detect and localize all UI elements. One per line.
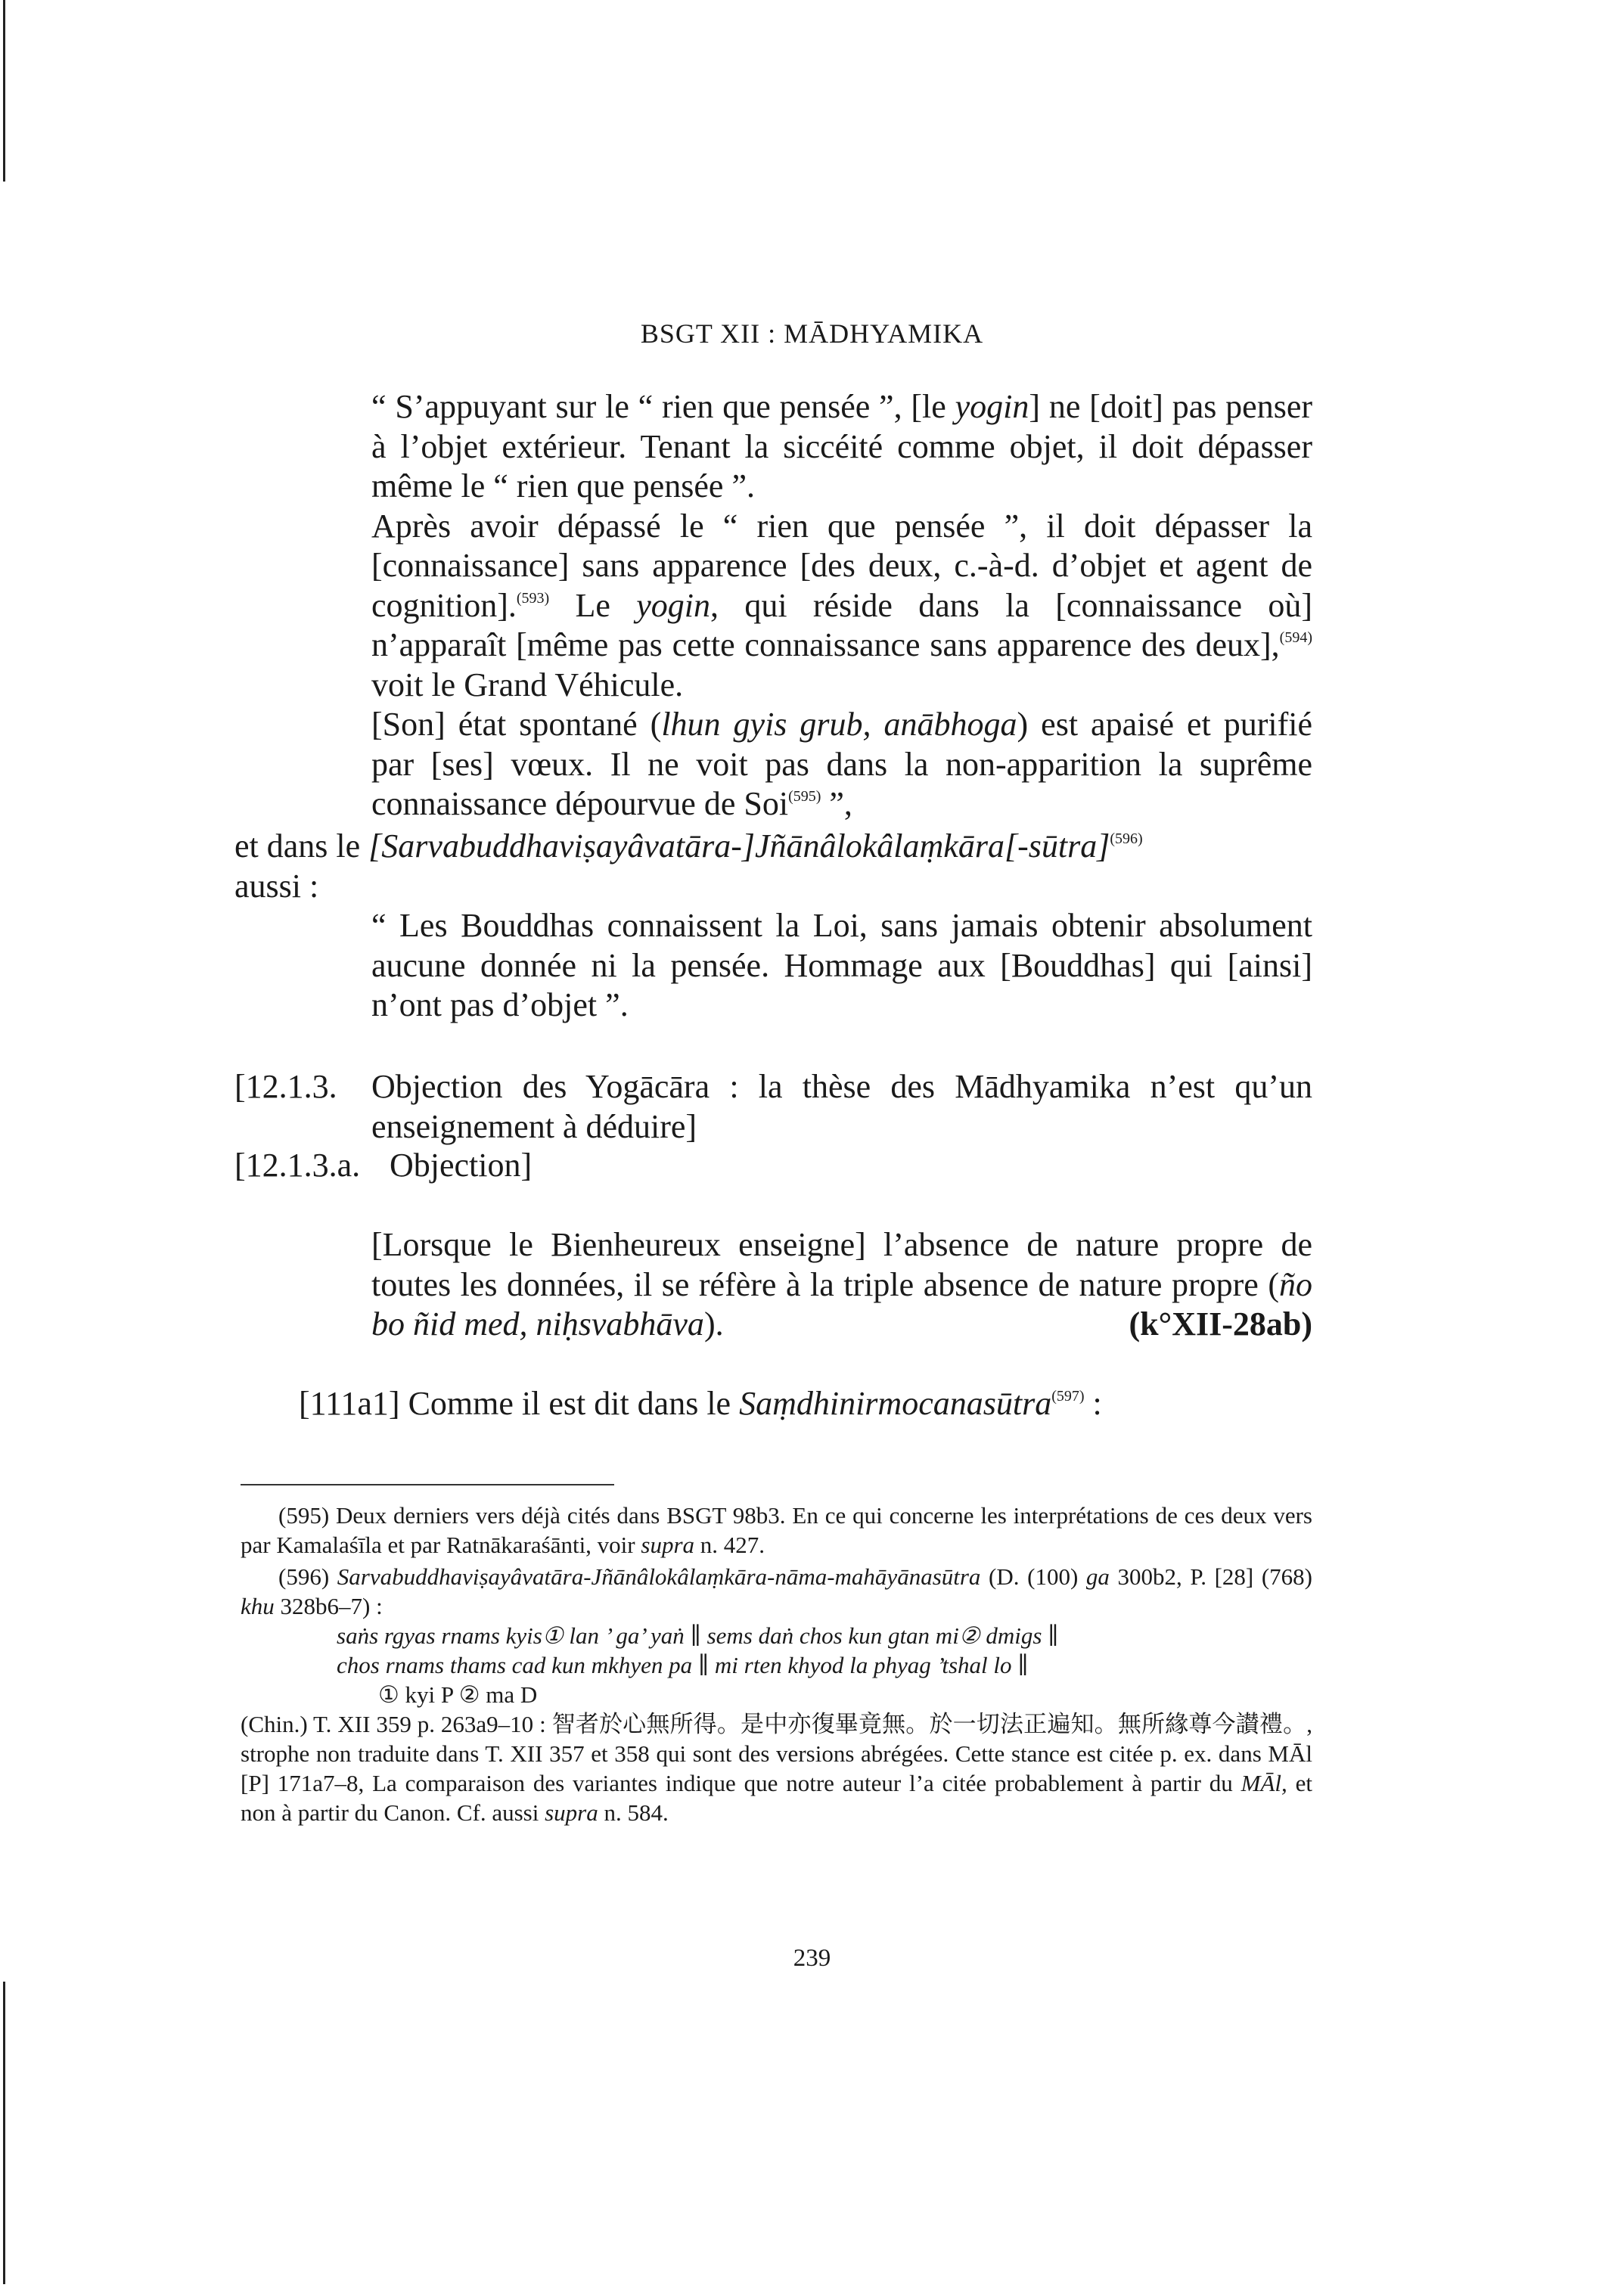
objection-paragraph: [Lorsque le Bienheureux enseigne] l’absence de nature propre de toutes les données, il se réfère à la triple absence de nature propre (ño bo ñid med, niḥsvabhāva). (k°XII-28ab) — [371, 1225, 1312, 1345]
section-number: [12.1.3. — [234, 1068, 337, 1105]
section-title: Objection] — [390, 1147, 533, 1184]
tibetan-verse-line-1: saṅs rgyas rnams kyis① lan ’ ga’ yaṅ ∥ sems daṅ chos kun gtan mi② dmigs ∥ — [337, 1622, 1059, 1649]
variant-readings: ① kyi P ② ma D — [378, 1681, 538, 1708]
quote-block-1: “ S’appuyant sur le “ rien que pensée ”, [le yogin] ne [doit] pas penser à l’objet extérieur. Tenant la siccéité comme objet, il doit dépasser même le “ rien que pensée ”. Après avoir dépassé le “ rien que pensée ”, il doit dépasser la [connaissance] sans apparence [des deux, c.-à-d. d’objet et agent de cognition].$^{(593)}$ Le yogin, qui réside dans la [connaissance où] n’apparaît [même pas cette connaissance sans apparence des deux],$^{(594)}$ voit le Grand Véhicule. [Son] état spontané (lhun gyis grub, anābhoga) est apaisé et purifié par [ses] vœux. Il ne voit pas dans la non-apparition la suprême connaissance dépourvue de Soi$^{(595)}$ ”, — [371, 388, 1313, 822]
karika-reference: (k°XII-28ab) — [1129, 1305, 1312, 1343]
footnote-chinese-parallel: (Chin.) T. XII 359 p. 263a9–10 : 智者於心無所得。是中亦復畢竟無。於一切法正遍知。無所緣尊今讃禮。, strophe non traduite dans T. XII 357 et 358 qui sont des versions abrégées. Cette stance est citée p. ex. dans MĀl [P] 171a7–8, La comparaison des variantes indique que notre auteur l’a citée probablement à partir du MĀl, et non à partir du Canon. Cf. aussi supra n. 584. — [241, 1711, 1312, 1826]
running-header: BSGT XII : MĀDHYAMIKA — [640, 318, 984, 349]
scan-edge-line — [3, 0, 5, 182]
tibetan-verse-line-2: chos rnams thams cad kun mkhyen pa ∥ mi rten khyod la phyag ’tshal lo ∥ — [337, 1652, 1029, 1678]
footnote-ref-595[interactable]: (595) — [788, 788, 821, 805]
footnote-separator — [241, 1484, 614, 1485]
footnote-ref-593[interactable]: (593) — [516, 589, 550, 607]
section-title: Objection des Yogācāra : la thèse des Mādhyamika n’est qu’un enseignement à déduire] — [371, 1068, 1312, 1145]
quote-block-2: “ Les Bouddhas connaissent la Loi, sans jamais obtenir absolument aucune donnée ni la pensée. Hommage aux [Bouddhas] qui [ainsi] n’ont pas d’objet ”. — [371, 907, 1312, 1023]
scan-edge-line — [3, 1982, 5, 2284]
page-number: 239 — [793, 1945, 831, 1972]
citation-line: [111a1] Comme il est dit dans le Saṃdhinirmocanasūtra$^{(597)}$ : — [299, 1385, 1102, 1422]
footnote-ref-596[interactable]: (596) — [1110, 830, 1143, 847]
section-number: [12.1.3.a. — [234, 1147, 361, 1184]
footnote-ref-594[interactable]: (594) — [1279, 629, 1312, 646]
intro-paragraph: et dans le [Sarvabuddhaviṣayâvatāra-]Jñānâlokâlaṃkāra[-sūtra]$^{(596)}$ aussi : — [234, 827, 1143, 905]
footnote-596: (596) Sarvabuddhaviṣayâvatāra-Jñānâlokâlaṃkāra-nāma-mahāyānasūtra (D. (100) ga 300b2, P. [28] (768) khu 328b6–7) : — [241, 1563, 1313, 1619]
footnote-ref-597[interactable]: (597) — [1051, 1388, 1085, 1405]
footnote-595: (595) Deux derniers vers déjà cités dans BSGT 98b3. En ce qui concerne les interprétations de ces deux vers par Kamalaśīla et par Ratnākaraśānti, voir supra n. 427. — [241, 1502, 1312, 1558]
